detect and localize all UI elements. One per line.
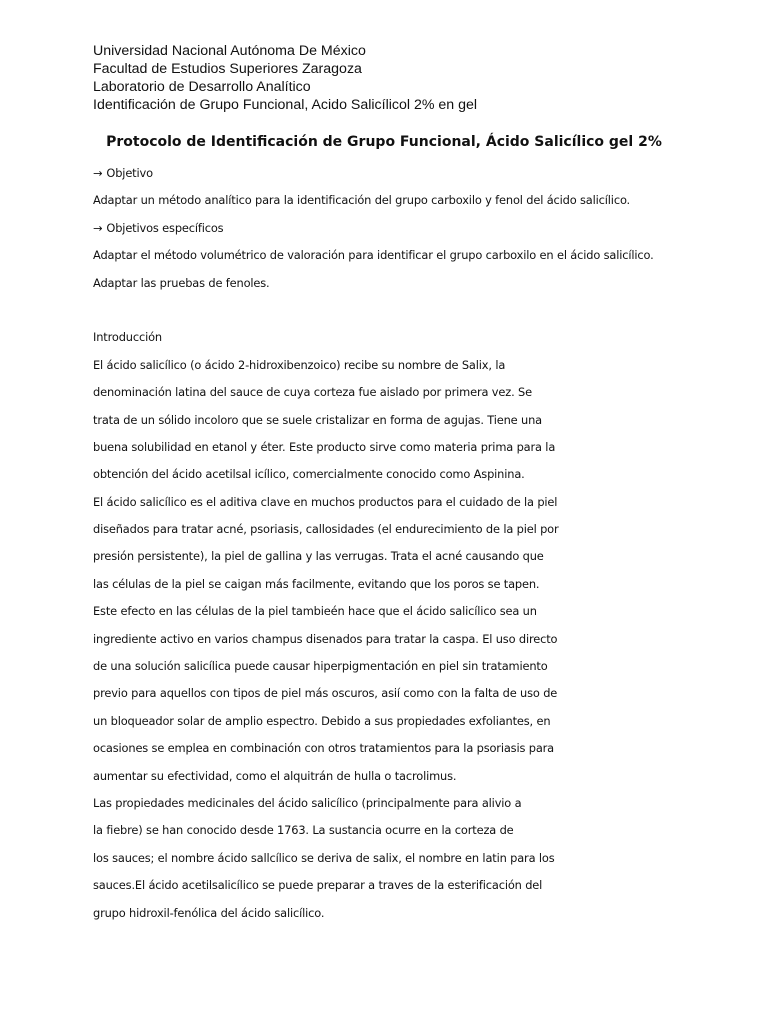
intro-line: diseñados para tratar acné, psoriasis, callosidades (el endurecimiento de la piel por <box>93 522 559 537</box>
intro-line: Este efecto en las células de la piel tambieén hace que el ácido salicílico sea un <box>93 604 537 619</box>
document-body <box>93 160 713 927</box>
intro-line: presión persistente), la piel de gallina y las verrugas. Trata el acné causando que <box>93 549 544 564</box>
intro-paragraphs <box>93 352 713 927</box>
objetivo-label: Objetivo <box>106 166 153 180</box>
intro-heading: Introducción <box>93 330 162 345</box>
intro-line: grupo hidroxil-fenólica del ácido salicílico. <box>93 905 325 920</box>
document-title: Protocolo de Identificación de Grupo Funcional, Ácido Salicílico gel 2% <box>106 134 662 150</box>
intro-line: obtención del ácido acetilsal icílico, comercialmente conocido como Aspinina. <box>93 467 525 482</box>
especifico-item: Adaptar las pruebas de fenoles. <box>93 275 270 290</box>
intro-line: trata de un sólido incoloro que se suele cristalizar en forma de agujas. Tiene una <box>93 412 542 427</box>
arrow-right-icon: → <box>93 166 103 180</box>
intro-line: El ácido salicílico (o ácido 2-hidroxibenzoico) recibe su nombre de Salix, la <box>93 357 506 372</box>
header-university: Universidad Nacional Autónoma De México <box>93 43 366 59</box>
especifico-item: Adaptar el método volumétrico de valoración para identificar el grupo carboxilo en el ácido salicílico. <box>93 248 654 263</box>
intro-line: Las propiedades medicinales del ácido salicílico (principalmente para alivio a <box>93 795 522 810</box>
intro-line: los sauces; el nombre ácido sallcílico se deriva de salix, el nombre en latin para los <box>93 850 555 865</box>
especificos-label: Objetivos específicos <box>106 220 224 235</box>
intro-line: denominación latina del sauce de cuya corteza fue aislado por primera vez. Se <box>93 385 532 400</box>
intro-line: la fiebre) se han conocido desde 1763. La sustancia ocurre en la corteza de <box>93 823 514 838</box>
intro-line: un bloqueador solar de amplio espectro. Debido a sus propiedades exfoliantes, en <box>93 713 551 728</box>
intro-line: aumentar su efectividad, como el alquitrán de hulla o tacrolimus. <box>93 768 457 783</box>
paragraph-gap <box>93 297 713 324</box>
intro-line: buena solubilidad en etanol y éter. Este producto sirve como materia prima para la <box>93 439 556 454</box>
document-header <box>93 42 477 114</box>
intro-line: sauces.El ácido acetilsalicílico se puede preparar a traves de la esterificación del <box>93 878 543 893</box>
especificos-heading <box>93 215 713 242</box>
header-subject: Identificación de Grupo Funcional, Acido Salicílicol 2% en gel <box>93 97 478 113</box>
header-faculty: Facultad de Estudios Superiores Zaragoza <box>93 61 362 77</box>
intro-line: las células de la piel se caigan más facilmente, evitando que los poros se tapen. <box>93 576 540 591</box>
intro-line: de una solución salicílica puede causar hiperpigmentación en piel sin tratamiento <box>93 659 548 674</box>
header-laboratory: Laboratorio de Desarrollo Analítico <box>93 79 311 95</box>
objetivo-text: Adaptar un método analítico para la identificación del grupo carboxilo y fenol del ácido salicílico. <box>93 193 631 208</box>
intro-line: ocasiones se emplea en combinación con otros tratamientos para la psoriasis para <box>93 741 555 756</box>
intro-line: El ácido salicílico es el aditiva clave en muchos productos para el cuidado de la piel <box>93 494 558 509</box>
intro-line: ingrediente activo en varios champus disenados para tratar la caspa. El uso directo <box>93 631 558 646</box>
arrow-right-icon: → <box>93 220 103 235</box>
intro-line: previo para aquellos con tipos de piel más oscuros, asií como con la falta de uso de <box>93 686 558 701</box>
objetivo-heading <box>93 160 713 187</box>
